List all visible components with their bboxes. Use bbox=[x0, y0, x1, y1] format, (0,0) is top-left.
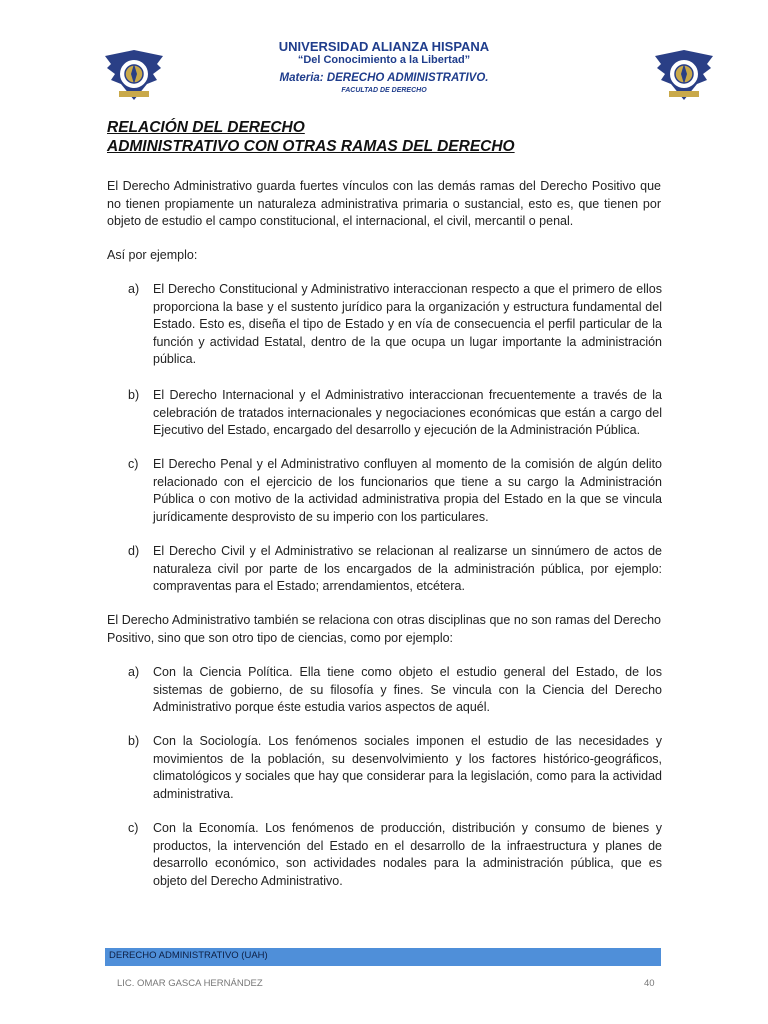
list-marker: b) bbox=[128, 388, 140, 402]
subject-name: Materia: DERECHO ADMINISTRATIVO. bbox=[279, 72, 489, 84]
page-header bbox=[160, 39, 608, 95]
title-line-1: RELACIÓN DEL DERECHO bbox=[107, 119, 305, 136]
footer-author: LIC. OMAR GASCA HERNÁNDEZ bbox=[117, 978, 263, 989]
list-marker: b) bbox=[128, 734, 140, 748]
list-item-text: El Derecho Constitucional y Administrativo interaccionan respecto a que el primero de ellos proporciona la base y el sustento jurídico para la organización y estructura fundamental del Estado. Esto es, diseña el tipo de Estado y en vía de consecuencia el perfil particular de la función y actividad Estatal, dentro de la que ocupa un lugar importante la administración pública. bbox=[153, 282, 662, 367]
list-item-text: El Derecho Penal y el Administrativo confluyen al momento de la comisión de algún delito relacionado con el ejercicio de los funcionarios que tiene a su cargo la Administración Pública o con motivo de la actividad administrativa propia del Estado en la que se vincula jurídicamente desprovisto de su imperio con los particulares. bbox=[153, 457, 662, 524]
list-item bbox=[128, 733, 662, 803]
faculty-name: FACULTAD DE DERECHO bbox=[341, 87, 427, 94]
list-marker: d) bbox=[128, 544, 140, 558]
list-item bbox=[128, 456, 662, 526]
list-item bbox=[128, 543, 662, 596]
university-crest-icon bbox=[653, 44, 715, 106]
title-line-2: ADMINISTRATIVO CON OTRAS RAMAS DEL DERECHO bbox=[107, 138, 515, 155]
example-lead: Así por ejemplo: bbox=[107, 248, 198, 262]
list-item-text: Con la Economía. Los fenómenos de producción, distribución y consumo de bienes y productos, la intervención del Estado en el desarrollo de la infraestructura y planes de desarrollo económico, son actividades nodales para la administración pública, que es objeto del Derecho Administrativo. bbox=[153, 821, 662, 888]
list-marker: a) bbox=[128, 665, 140, 679]
university-name: UNIVERSIDAD ALIANZA HISPANA bbox=[278, 39, 490, 54]
list-item-text: El Derecho Internacional y el Administrativo interaccionan frecuentemente a través de la celebración de tratados internacionales y negociaciones económicas que están a cargo del Ejecutivo del Estado, encargado del desarrollo y ejecución de la Administración Pública. bbox=[153, 388, 662, 438]
list-item bbox=[128, 281, 662, 369]
list-item-text: El Derecho Civil y el Administrativo se relacionan al realizarse un sinnúmero de actos de naturaleza civil por parte de los encargados de la administración pública, por ejemplo: compraventas para el Estado; arrendamientos, etcétera. bbox=[153, 544, 662, 594]
list-item-text: Con la Ciencia Política. Ella tiene como objeto el estudio general del Estado, de los sistemas de gobierno, de su filosofía y fines. Se vincula con la Ciencia del Derecho Administrativo porque éste estudia varios aspectos de aquél. bbox=[153, 665, 662, 715]
list-item bbox=[128, 820, 662, 890]
university-crest-icon bbox=[103, 44, 165, 106]
footer-course: DERECHO ADMINISTRATIVO (UAH) bbox=[109, 950, 268, 961]
disciplines-intro: El Derecho Administrativo también se relaciona con otras disciplinas que no son ramas del Derecho Positivo, sino que son otro tipo de ciencias, como por ejemplo: bbox=[107, 613, 661, 645]
section-title bbox=[107, 118, 515, 156]
list-item-text: Con la Sociología. Los fenómenos sociales imponen el estudio de las necesidades y movimientos de la población, su desenvolvimiento y los factores histórico-geográficos, climatológicos y sociales que hay que considerar para la legislación, como para la actividad administrativa. bbox=[153, 734, 662, 801]
footer-bar bbox=[105, 948, 661, 966]
list-item bbox=[128, 664, 662, 717]
list-marker: c) bbox=[128, 821, 139, 835]
list-marker: c) bbox=[128, 457, 139, 471]
list-item bbox=[128, 387, 662, 440]
page-number: 40 bbox=[644, 978, 655, 989]
list-marker: a) bbox=[128, 282, 140, 296]
university-motto: “Del Conocimiento a la Libertad” bbox=[297, 54, 471, 66]
intro-paragraph: El Derecho Administrativo guarda fuertes vínculos con las demás ramas del Derecho Positivo que no tienen propiamente un naturaleza administrativa primaria o sustancial, esto es, que tienen por objeto de estudio el campo constitucional, el internacional, el civil, mercantil o penal. bbox=[107, 179, 661, 229]
